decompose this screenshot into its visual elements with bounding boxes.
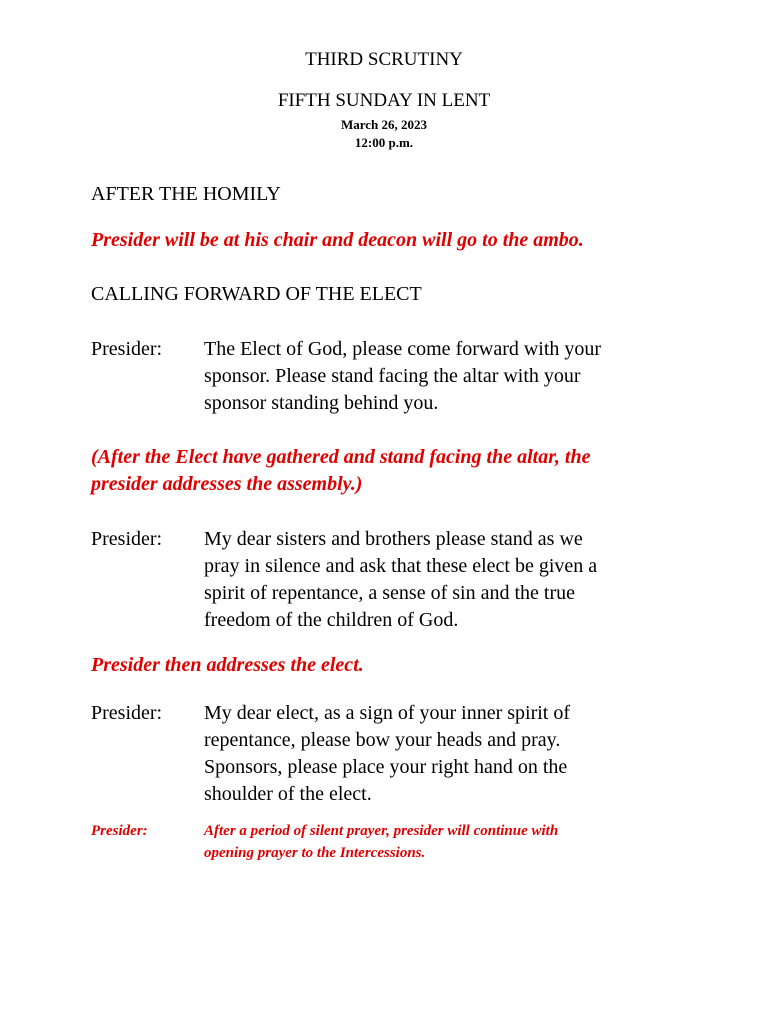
- speech-text: [204, 526, 691, 634]
- dialog-block-4-rubric: [91, 820, 711, 864]
- speaker-label: Presider:: [91, 823, 148, 839]
- dialog-block-3: [91, 700, 691, 808]
- speech-line: My dear sisters and brothers please stand as we: [204, 528, 583, 550]
- rubric-addresses-elect: Presider then addresses the elect.: [91, 654, 364, 676]
- rubric-presider-chair: Presider will be at his chair and deacon will go to the ambo.: [91, 229, 584, 251]
- speech-line: The Elect of God, please come forward with your: [204, 338, 602, 360]
- service-date: March 26, 2023: [340, 117, 428, 132]
- speech-line: sponsor standing behind you.: [204, 392, 439, 414]
- dialog-block-1: [91, 336, 691, 417]
- speech-line: After a period of silent prayer, presider will continue with: [204, 823, 559, 839]
- speech-line: pray in silence and ask that these elect be given a: [204, 555, 598, 577]
- speech-line: My dear elect, as a sign of your inner spirit of: [204, 702, 571, 724]
- speech-text: [204, 336, 691, 417]
- document-title: THIRD SCRUTINY: [305, 49, 463, 70]
- speech-line: opening prayer to the Intercessions.: [204, 845, 426, 861]
- speech-line: sponsor. Please stand facing the altar with your: [204, 365, 581, 387]
- dialog-block-2: [91, 526, 691, 634]
- section-heading-calling-forward: CALLING FORWARD OF THE ELECT: [91, 283, 422, 305]
- rubric-line: presider addresses the assembly.): [91, 473, 363, 495]
- speech-line: Sponsors, please place your right hand on the: [204, 756, 568, 778]
- speech-line: spirit of repentance, a sense of sin and the true: [204, 582, 575, 604]
- speech-text: [204, 700, 691, 808]
- document-subtitle: FIFTH SUNDAY IN LENT: [277, 90, 491, 111]
- speaker-label: Presider:: [91, 702, 163, 724]
- speaker-label: Presider:: [91, 528, 163, 550]
- speech-line: repentance, please bow your heads and pray.: [204, 729, 561, 751]
- speaker-label: Presider:: [91, 338, 163, 360]
- rubric-after-gathered: [91, 444, 711, 498]
- rubric-line: (After the Elect have gathered and stand facing the altar, the: [91, 446, 591, 468]
- service-time: 12:00 p.m.: [354, 135, 414, 150]
- speech-text: [204, 820, 711, 864]
- speech-line: shoulder of the elect.: [204, 783, 372, 805]
- speech-line: freedom of the children of God.: [204, 609, 459, 631]
- section-heading-after-homily: AFTER THE HOMILY: [91, 183, 281, 205]
